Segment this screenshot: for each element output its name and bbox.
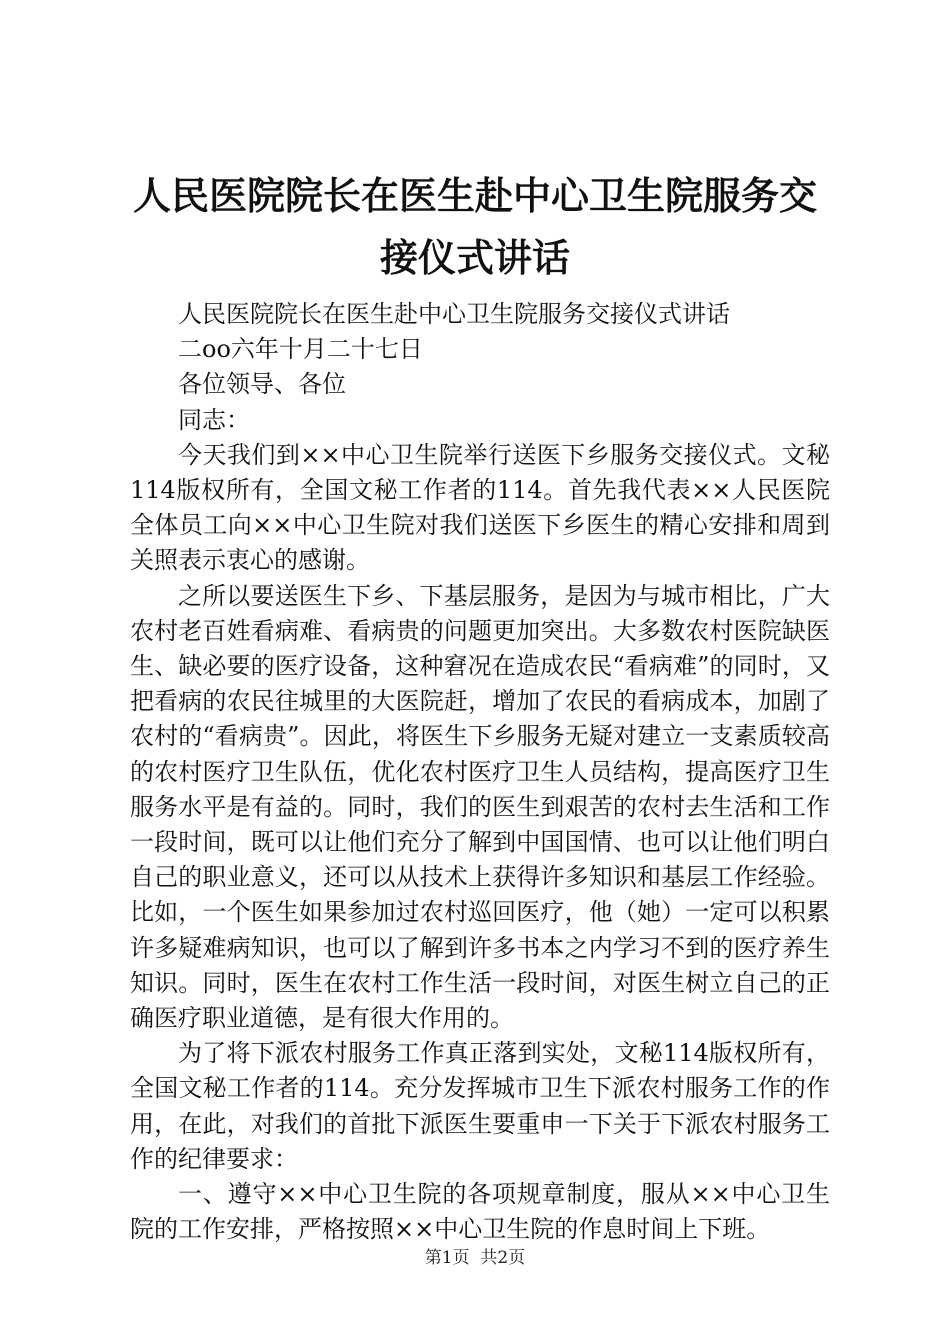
document-body [130, 297, 830, 1247]
page-footer [0, 1243, 950, 1268]
page-number: 第1页 [424, 1248, 470, 1268]
page-total: 共2页 [480, 1248, 526, 1268]
body-paragraph: 之所以要送医生下乡、下基层服务，是因为与城市相比，广大农村老百姓看病难、看病贵的问题更加突出。大多数农村医院缺医生、缺必要的医疗设备，这种窘况在造成农民“看病难”的同时，又把看病的农民往城里的大医院赶，增加了农民的看病成本，加剧了农村的“看病贵”。因此，将医生下乡服务无疑对建立一支素质较高的农村医疗卫生队伍，优化农村医疗卫生人员结构，提高医疗卫生服务水平是有益的。同时，我们的医生到艰苦的农村去生活和工作一段时间，既可以让他们充分了解到中国国情、也可以让他们明白自己的职业意义，还可以从技术上获得许多知识和基层工作经验。比如，一个医生如果参加过农村巡回医疗，他（她）一定可以积累许多疑难病知识，也可以了解到许多书本之内学习不到的医疗养生知识。同时，医生在农村工作生活一段时间，对医生树立自己的正确医疗职业道德，是有很大作用的。 [130, 581, 830, 1033]
footer-spacer [470, 1248, 481, 1268]
body-paragraph: 今天我们到××中心卫生院举行送医下乡服务交接仪式。文秘114版权所有，全国文秘工作者的114。首先我代表××人民医院全体员工向××中心卫生院对我们送医下乡医生的精心安排和周到关照表示衷心的感谢。 [130, 440, 830, 575]
body-paragraph-salutation-cont: 同志： [178, 405, 250, 434]
body-paragraph: 一、遵守××中心卫生院的各项规章制度，服从××中心卫生院的工作安排，严格按照××中心卫生院的作息时间上下班。 [130, 1180, 830, 1244]
body-paragraph-date: 二oo六年十月二十七日 [178, 335, 423, 364]
body-paragraph-salutation: 各位领导、各位 [178, 370, 346, 399]
body-paragraph: 为了将下派农村服务工作真正落到实处，文秘114版权所有，全国文秘工作者的114。充分发挥城市卫生下派农村服务工作的作用，在此，对我们的首批下派医生要重申一下关于下派农村服务工作的纪律要求： [130, 1039, 830, 1173]
document-title: 人民医院院长在医生赴中心卫生院服务交接仪式讲话 [132, 174, 817, 280]
body-paragraph-subtitle: 人民医院院长在医生赴中心卫生院服务交接仪式讲话 [178, 300, 730, 328]
